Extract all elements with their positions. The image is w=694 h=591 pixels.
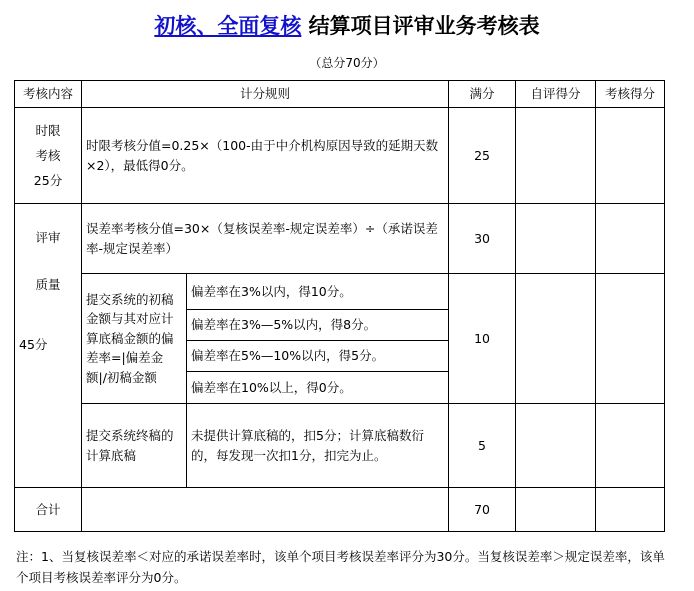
total-assess-score[interactable] — [596, 488, 665, 532]
time-limit-full-score: 25 — [449, 108, 516, 204]
total-score: 70 — [449, 488, 516, 532]
header-row — [15, 81, 665, 108]
deviation-desc: 提交系统的初稿金额与其对应计算底稿金额的偏差率=|偏差金额|/初稿金额 — [82, 274, 187, 404]
time-limit-rule: 时限考核分值=0.25×（100-由于中介机构原因导致的延期天数×2），最低得0分。 — [82, 108, 449, 204]
deviation-assess-score[interactable] — [596, 274, 665, 404]
final-draft-rule: 未提供计算底稿的，扣5分；计算底稿数衍的，每发现一次扣1分，扣完为止。 — [187, 404, 449, 488]
time-limit-self-score[interactable] — [516, 108, 596, 204]
deviation-rule-1: 偏差率在3%以内，得10分。 — [187, 274, 449, 310]
deviation-rule-2: 偏差率在3%—5%以内，得8分。 — [187, 310, 449, 341]
error-rate-self-score[interactable] — [516, 204, 596, 274]
footnote: 注：1、当复核误差率＜对应的承诺误差率时，该单个项目考核误差率评分为30分。当复核误差率＞规定误差率，该单个项目考核误差率评分为0分。 — [16, 549, 665, 585]
header-self-score: 自评得分 — [516, 81, 596, 108]
total-empty — [82, 488, 449, 532]
table-row — [15, 404, 665, 488]
deviation-rule-4: 偏差率在10%以上，得0分。 — [187, 372, 449, 404]
title-link[interactable]: 初核、全面复核 — [154, 14, 302, 38]
table-row — [15, 204, 665, 274]
final-draft-desc: 提交系统终稿的计算底稿 — [82, 404, 187, 488]
total-row — [15, 488, 665, 532]
time-limit-assess-score[interactable] — [596, 108, 665, 204]
header-content: 考核内容 — [15, 81, 82, 108]
header-full-score: 满分 — [449, 81, 516, 108]
subtitle: （总分70分） — [309, 56, 385, 70]
header-assess-score: 考核得分 — [596, 81, 665, 108]
header-rules: 计分规则 — [82, 81, 449, 108]
quality-label: 评审 质量 45分 — [15, 204, 82, 488]
table-row — [15, 108, 665, 204]
table-row — [15, 274, 665, 310]
deviation-rule-3: 偏差率在5%—10%以内，得5分。 — [187, 341, 449, 372]
deviation-full-score: 10 — [449, 274, 516, 404]
total-self-score[interactable] — [516, 488, 596, 532]
title-text: 结算项目评审业务考核表 — [308, 14, 540, 38]
total-label: 合计 — [15, 488, 82, 532]
deviation-self-score[interactable] — [516, 274, 596, 404]
assessment-table — [14, 80, 665, 532]
error-rate-full-score: 30 — [449, 204, 516, 274]
final-draft-self-score[interactable] — [516, 404, 596, 488]
final-draft-full-score: 5 — [449, 404, 516, 488]
error-rate-assess-score[interactable] — [596, 204, 665, 274]
time-limit-label: 时限 考核 25分 — [15, 108, 82, 204]
error-rate-rule: 误差率考核分值=30×（复核误差率-规定误差率）÷（承诺误差率-规定误差率） — [82, 204, 449, 274]
final-draft-assess-score[interactable] — [596, 404, 665, 488]
page-title — [0, 10, 694, 40]
